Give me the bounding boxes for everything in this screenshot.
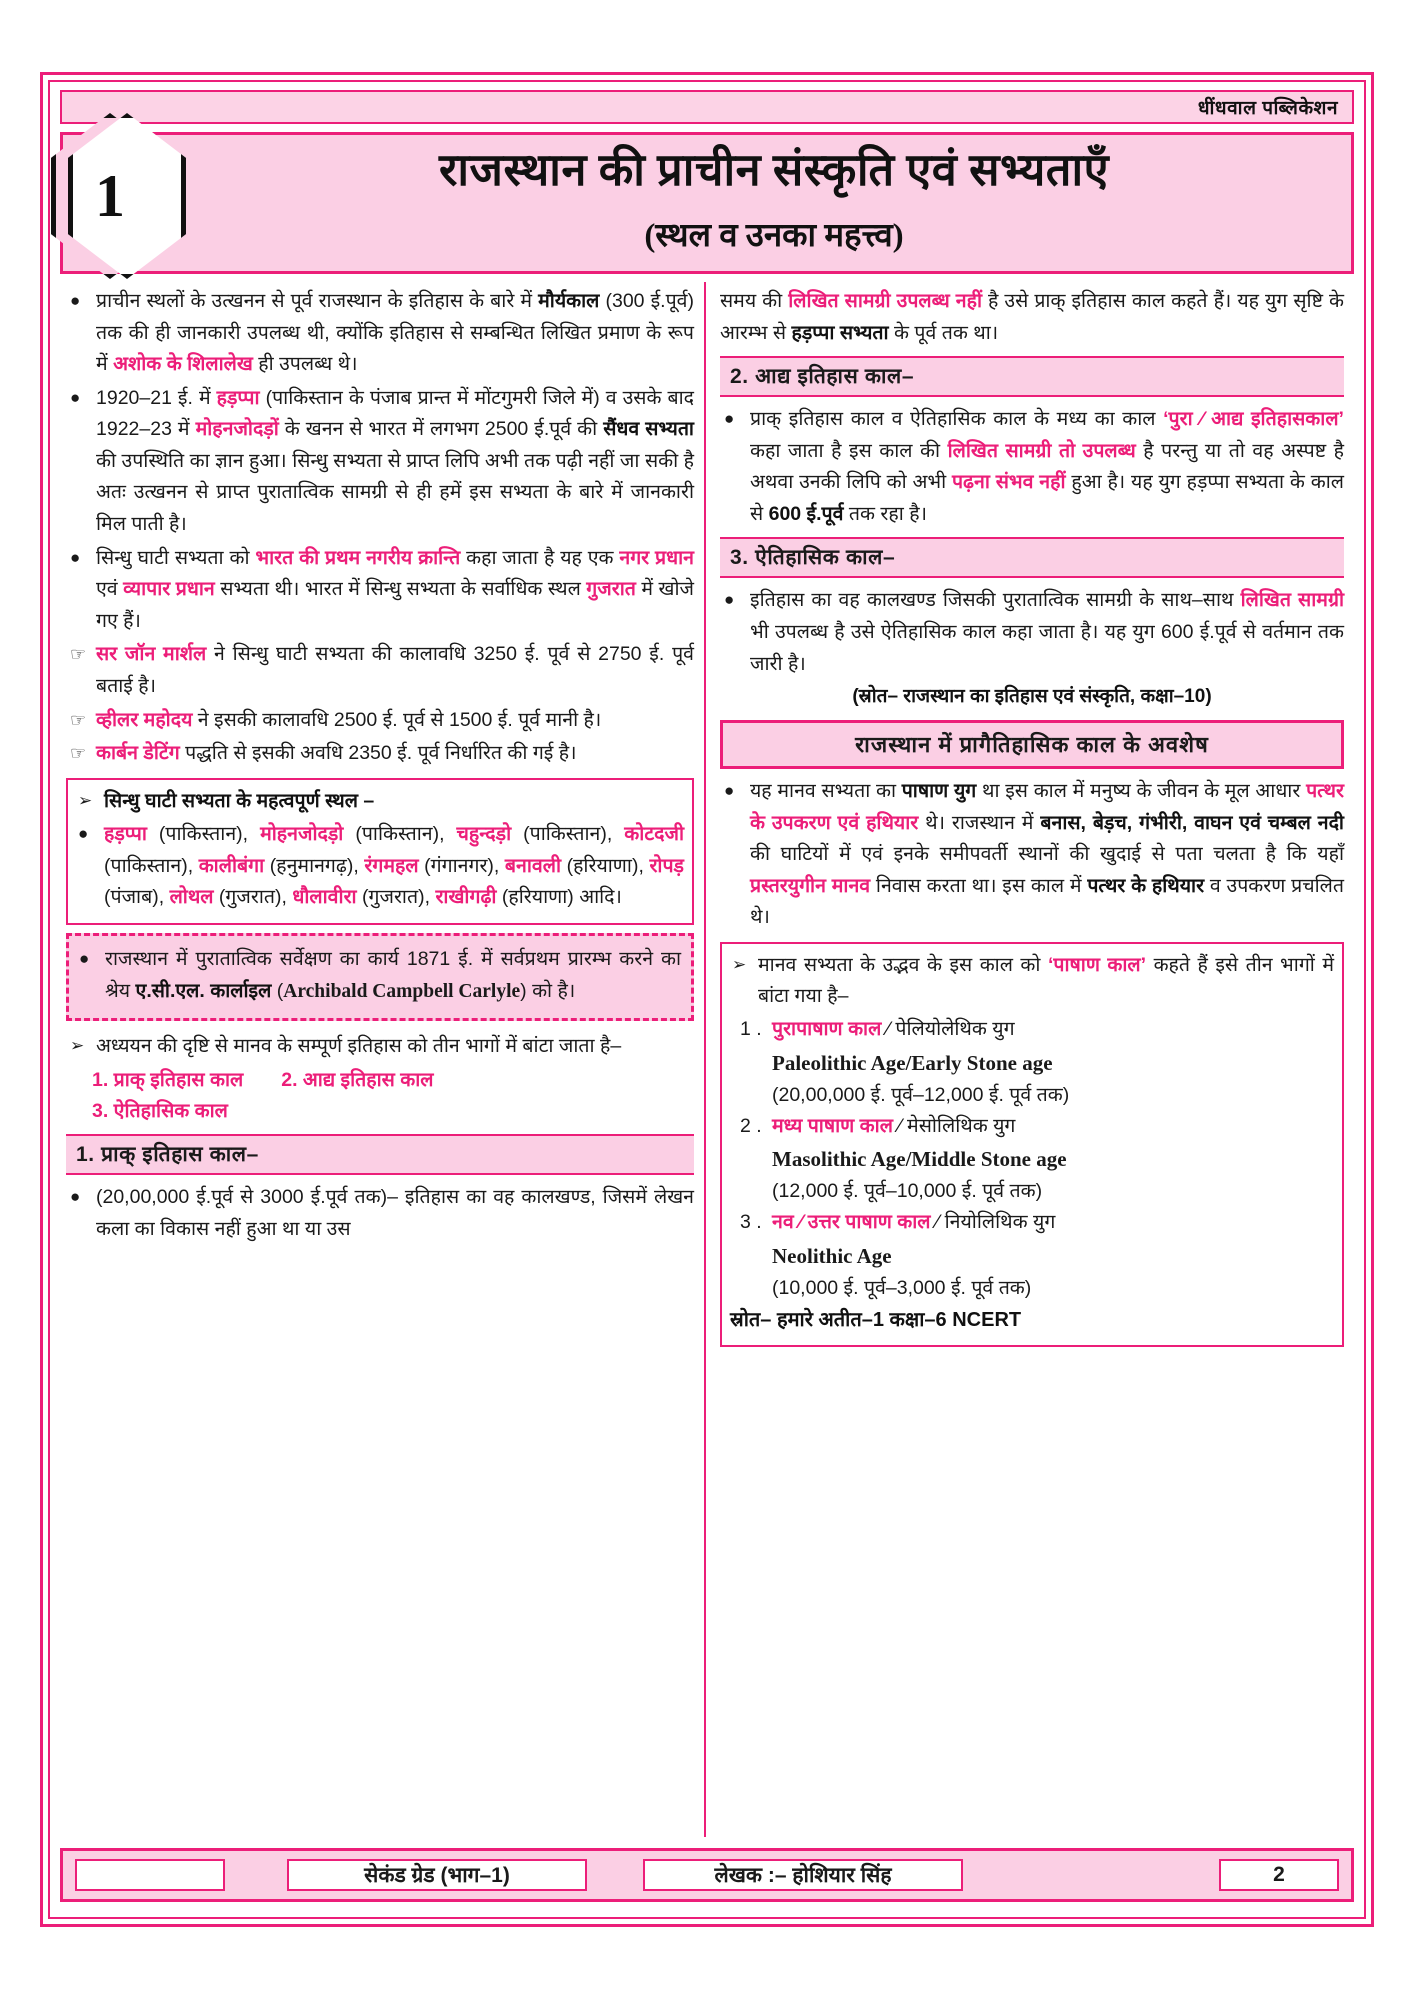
text-run-3: अशोक के शिलालेख bbox=[113, 353, 253, 376]
stone-age-item-hindi-highlight: नव ⁄ उत्तर पाषाण काल bbox=[772, 1211, 931, 1234]
footer-book-pill bbox=[287, 1859, 587, 1891]
stone-age-item-hindi-rest: ⁄ मेसोलिथिक युग bbox=[892, 1114, 1016, 1137]
stone-age-item-hindi-highlight: मध्य पाषाण काल bbox=[772, 1114, 893, 1137]
stone-age-item-hindi-highlight: पुरापाषाण काल bbox=[772, 1018, 882, 1041]
text-run-7: 600 ई.पूर्व bbox=[768, 502, 844, 525]
body-two-column-area bbox=[60, 282, 1354, 1837]
text-run-1: पद्धति से इसकी अवधि 2350 ई. पूर्व निर्धारित की गई है। bbox=[179, 742, 577, 765]
page-footer bbox=[60, 1848, 1354, 1902]
section-3-bullet-text bbox=[750, 585, 1344, 680]
text-run-2: कहते हैं इसे तीन भागों में बांटा गया है– bbox=[758, 953, 1334, 1008]
arrow-marker-icon: ➢ bbox=[78, 790, 93, 810]
text-run-5: बनास, बेड़च, गंभीरी, वाघन एवं चम्बल नदी bbox=[1040, 811, 1344, 834]
chapter-subtitle: (स्थल व उनका महत्त्व) bbox=[644, 218, 904, 254]
text-run-5: (पाकिस्तान), bbox=[511, 823, 625, 846]
text-run-1: पाषाण युग bbox=[901, 779, 977, 802]
footer-left-pill bbox=[75, 1859, 225, 1891]
text-run-0: समय की bbox=[720, 290, 789, 312]
left-bullet-row bbox=[66, 286, 694, 381]
three-parts-intro: अध्ययन की दृष्टि से मानव के सम्पूर्ण इतिहास को तीन भागों में बांटा जाता है– bbox=[96, 1035, 622, 1058]
left-bullet-text-3 bbox=[96, 639, 694, 702]
bullet-marker-icon: ● bbox=[70, 547, 81, 567]
text-run-8: कालीबंगा bbox=[198, 854, 265, 877]
text-run-1: लिखित सामग्री bbox=[1240, 589, 1344, 612]
three-parts-item-2: 2. आद्य इतिहास काल bbox=[281, 1068, 434, 1091]
text-run-19: (गुजरात), bbox=[356, 886, 436, 909]
stone-age-item-number-2: 3 . bbox=[740, 1211, 762, 1234]
pointing-hand-icon: ☞ bbox=[70, 709, 87, 730]
three-parts-item-3: 3. ऐतिहासिक काल bbox=[92, 1099, 228, 1122]
text-run-17: (गुजरात), bbox=[213, 886, 293, 909]
text-run-0: राजस्थान में पुरातात्विक सर्वेक्षण का कार्य 1871 ई. में सर्वप्रथम प्रारम्भ करने का श्रेय bbox=[105, 947, 681, 1002]
text-run-8: निवास करता था। इस काल में bbox=[870, 874, 1088, 897]
text-run-11: (गंगानगर), bbox=[418, 854, 505, 877]
section-2-bullet-text bbox=[750, 404, 1344, 530]
text-run-2: (300 ई.पूर्व) तक की ही जानकारी उपलब्ध थी, क्योंकि इतिहास से सम्बन्धित लिखित प्रमाण के रूप में bbox=[96, 290, 694, 376]
text-run-4: के पूर्व तक था। bbox=[888, 321, 999, 344]
bullet-marker-icon: ● bbox=[70, 1187, 81, 1207]
text-run-20: राखीगढ़ी bbox=[435, 886, 497, 909]
bullet-marker-icon: ● bbox=[70, 387, 81, 407]
text-run-4: ही उपलब्ध थे। bbox=[252, 353, 358, 376]
text-run-0: हड़प्पा bbox=[104, 823, 147, 846]
text-run-0: मानव सभ्यता के उद्भव के इस काल को bbox=[758, 953, 1048, 976]
text-run-18: धौलावीरा bbox=[292, 886, 357, 909]
carlyle-highlight-box bbox=[66, 933, 694, 1021]
section-3-heading: 3. ऐतिहासिक काल– bbox=[720, 537, 1344, 578]
stone-age-item-range-1: (12,000 ई. पूर्व–10,000 ई. पूर्व तक) bbox=[772, 1180, 1043, 1203]
left-bullet-text-5 bbox=[96, 738, 694, 770]
text-run-1: लिखित सामग्री उपलब्ध नहीं bbox=[788, 290, 982, 312]
text-run-4: ) को है। bbox=[520, 979, 576, 1002]
left-bullet-list bbox=[66, 286, 694, 770]
chapter-title: राजस्थान की प्राचीन संस्कृति एवं सभ्यताएँ bbox=[439, 145, 1109, 195]
stone-age-item-list bbox=[728, 1014, 1334, 1304]
publisher-name: धींधवाल पब्लिकेशन bbox=[1197, 98, 1338, 119]
stone-age-item-english-2: Neolithic Age bbox=[772, 1243, 892, 1268]
stone-age-intro-row bbox=[728, 950, 1334, 1013]
left-bullet-row bbox=[66, 383, 694, 541]
text-run-7: प्रस्तरयुगीन मानव bbox=[750, 874, 871, 897]
text-run-15: (पंजाब), bbox=[104, 886, 170, 909]
text-run-6: सभ्यता थी। भारत में सिन्धु सभ्यता के सर्वाधिक स्थल bbox=[214, 578, 587, 601]
pointing-hand-icon: ☞ bbox=[70, 644, 87, 665]
text-run-2: था इस काल में मनुष्य के जीवन के मूल आधार bbox=[976, 779, 1307, 802]
source-citation-2: स्रोत– हमारे अतीत–1 कक्षा–6 NCERT bbox=[730, 1308, 1022, 1331]
text-run-4: चहुन्दड़ो bbox=[456, 823, 512, 846]
bullet-marker-icon: ● bbox=[78, 824, 89, 844]
text-run-10: रंगमहल bbox=[364, 854, 419, 877]
three-parts-items-row2 bbox=[66, 1096, 694, 1127]
left-bullet-row bbox=[66, 543, 694, 638]
footer-author: लेखक :– होशियार सिंह bbox=[714, 1864, 892, 1887]
source-citation-1: (स्रोत– राजस्थान का इतिहास एवं संस्कृति, कक्षा–10) bbox=[852, 686, 1212, 708]
text-run-12: बनावली bbox=[504, 854, 562, 877]
stone-age-item-title-1 bbox=[772, 1111, 1334, 1143]
footer-author-pill bbox=[643, 1859, 963, 1891]
indus-sites-text bbox=[104, 819, 684, 914]
stone-age-box bbox=[720, 942, 1344, 1347]
text-run-6: की उपस्थिति का ज्ञान हुआ। सिन्धु सभ्यता से प्राप्त लिपि अभी तक पढ़ी नहीं जा सकी है अतः उत्खनन से प्राप्त पुरातात्विक सामग्री से ही हमें इस सभ्यता के बारे में जानकारी मिल पाती है। bbox=[96, 449, 694, 536]
prehistoric-remains-heading: राजस्थान में प्रागैतिहासिक काल के अवशेष bbox=[720, 720, 1344, 769]
pointing-hand-icon: ☞ bbox=[70, 743, 87, 764]
text-run-4: के खनन से भारत में लगभग 2500 ई.पूर्व की bbox=[278, 418, 604, 441]
text-run-0: प्राचीन स्थलों के उत्खनन से पूर्व राजस्थान के इतिहास के बारे में bbox=[96, 290, 539, 312]
stone-age-item-number-0: 1 . bbox=[740, 1018, 762, 1041]
stone-age-item-hindi-rest: ⁄ नियोलिथिक युग bbox=[930, 1211, 1056, 1234]
text-run-5: सैंधव सभ्यता bbox=[603, 418, 694, 441]
text-run-16: लोथल bbox=[169, 886, 214, 909]
stone-age-item-english-0: Paleolithic Age/Early Stone age bbox=[772, 1050, 1053, 1075]
bullet-marker-icon: ● bbox=[724, 590, 735, 610]
text-run-0: इतिहास का वह कालखण्ड जिसकी पुरातात्विक सामग्री के साथ–साथ bbox=[750, 589, 1241, 612]
stone-age-item-range-0: (20,00,000 ई. पूर्व–12,000 ई. पूर्व तक) bbox=[772, 1083, 1070, 1106]
text-run-3: मोहनजोदड़ों bbox=[195, 418, 279, 441]
text-run-0: व्हीलर महोदय bbox=[96, 708, 193, 731]
text-run-0: 1920–21 ई. में bbox=[96, 386, 217, 409]
text-run-1: ने इसकी कालावधि 2500 ई. पूर्व से 1500 ई. पूर्व मानी है। bbox=[192, 708, 602, 731]
stone-age-item-title-2 bbox=[772, 1207, 1334, 1239]
carlyle-row bbox=[75, 944, 681, 1007]
text-run-3: Archibald Campbell Carlyle bbox=[283, 980, 521, 1002]
text-run-3: (पाकिस्तान), bbox=[343, 823, 457, 846]
stone-age-item-range-2: (10,000 ई. पूर्व–3,000 ई. पूर्व तक) bbox=[772, 1276, 1032, 1299]
chapter-title-block bbox=[60, 132, 1354, 274]
text-run-2: कहा जाता है इस काल की bbox=[750, 439, 948, 462]
chapter-number: 1 bbox=[95, 162, 125, 229]
text-run-2: कहा जाता है यह एक bbox=[460, 546, 620, 569]
footer-book-title: सेकंड ग्रेड (भाग–1) bbox=[364, 1864, 510, 1887]
text-run-10: व उपकरण प्रचलित थे। bbox=[750, 874, 1344, 929]
bullet-marker-icon: ● bbox=[724, 780, 735, 800]
text-run-1: ने सिन्धु घाटी सभ्यता की कालावधि 3250 ई. पूर्व से 2750 ई. पूर्व बताई है। bbox=[96, 643, 694, 697]
text-run-3: लिखित सामग्री तो उपलब्ध bbox=[947, 439, 1136, 462]
indus-sites-heading-row bbox=[74, 786, 684, 818]
three-parts-items-row1 bbox=[66, 1065, 694, 1096]
section-3-bullet-row bbox=[720, 585, 1344, 680]
footer-page-pill bbox=[1219, 1859, 1339, 1891]
text-run-8: में खोजे गए हैं। bbox=[96, 578, 695, 632]
text-run-6: की घाटियों में एवं इनके समीपवर्ती स्थानों की खुदाई से पता चलता है कि यहाँ bbox=[750, 843, 1344, 866]
text-run-6: हुआ है। यह युग हड़प्पा सभ्यता के काल से bbox=[750, 471, 1344, 525]
stone-age-item-number-1: 2 . bbox=[740, 1114, 762, 1137]
text-run-3: हड़प्पा सभ्यता bbox=[791, 321, 889, 344]
indus-sites-row bbox=[74, 819, 684, 914]
carlyle-text bbox=[105, 944, 681, 1007]
bullet-marker-icon: ● bbox=[724, 409, 735, 429]
indus-sites-heading: सिन्धु घाटी सभ्यता के महत्वपूर्ण स्थल – bbox=[104, 789, 375, 812]
left-bullet-row bbox=[66, 705, 694, 737]
text-run-1: मौर्यकाल bbox=[538, 290, 600, 312]
prehistoric-bullet-row bbox=[720, 776, 1344, 934]
text-run-2: है उसे प्राक् इतिहास काल कहते हैं। यह युग सृष्टि के आरम्भ से bbox=[720, 290, 1344, 344]
text-run-6: कोटदजी bbox=[624, 823, 685, 846]
text-run-0: सर जॉन मार्शल bbox=[96, 643, 207, 666]
text-run-0: कार्बन डेटिंग bbox=[96, 742, 180, 765]
stone-age-item-row bbox=[728, 1207, 1334, 1239]
text-run-0: प्राक् इतिहास काल व ऐतिहासिक काल के मध्य का काल bbox=[750, 408, 1164, 431]
text-run-7: (पाकिस्तान), bbox=[104, 854, 199, 877]
text-run-7: गुजरात bbox=[586, 578, 636, 601]
stone-age-item-row bbox=[728, 1014, 1334, 1046]
text-run-4: है परन्तु या तो वह अस्पष्ट है अथवा उनकी लिपि को अभी bbox=[750, 439, 1344, 494]
stone-age-intro-text bbox=[758, 950, 1334, 1013]
text-run-0: सिन्धु घाटी सभ्यता को bbox=[96, 546, 256, 569]
bullet-marker-icon: ● bbox=[79, 948, 90, 968]
stone-age-item-hindi-rest: ⁄ पेलियोलेथिक युग bbox=[881, 1018, 1015, 1041]
section-2-heading: 2. आद्य इतिहास काल– bbox=[720, 356, 1344, 397]
text-run-2: मोहनजोदड़ो bbox=[260, 823, 344, 846]
three-parts-row bbox=[66, 1031, 694, 1063]
continuation-paragraph bbox=[720, 286, 1344, 349]
left-bullet-text-1 bbox=[96, 383, 694, 541]
stone-age-item-title-0 bbox=[772, 1014, 1334, 1046]
text-run-2: (पाकिस्तान के पंजाब प्रान्त में मोंटगुमरी जिले में) व उसके बाद 1922–23 में bbox=[96, 386, 694, 441]
bullet-marker-icon: ● bbox=[70, 291, 81, 310]
stone-age-item-row bbox=[728, 1111, 1334, 1143]
section-2-bullet-row bbox=[720, 404, 1344, 530]
text-run-2: भी उपलब्ध है उसे ऐतिहासिक काल कहा जाता है। यह युग 600 ई.पूर्व से वर्तमान तक जारी है। bbox=[750, 621, 1344, 675]
arrow-marker-icon: ➢ bbox=[70, 1036, 85, 1056]
chapter-number-hexagon bbox=[51, 113, 187, 279]
text-run-2: ( bbox=[271, 979, 284, 1002]
text-run-5: पढ़ना संभव नहीं bbox=[951, 471, 1066, 494]
left-column bbox=[60, 282, 706, 1837]
text-run-14: रोपड़ bbox=[649, 854, 684, 877]
left-bullet-row bbox=[66, 639, 694, 702]
text-run-1: ‘पाषाण काल’ bbox=[1047, 953, 1147, 976]
text-run-1: ‘पुरा ⁄ आद्य इतिहासकाल’ bbox=[1163, 408, 1344, 431]
text-run-3: पत्थर के उपकरण एवं हथियार bbox=[750, 779, 1344, 834]
text-run-1: (पाकिस्तान), bbox=[146, 823, 261, 846]
text-run-9: पत्थर के हथियार bbox=[1087, 874, 1205, 897]
text-run-4: एवं bbox=[96, 578, 124, 601]
text-run-3: नगर प्रधान bbox=[619, 546, 694, 569]
text-run-1: हड़प्पा bbox=[216, 386, 260, 409]
left-bullet-text-4 bbox=[96, 705, 694, 737]
text-run-4: थे। राजस्थान में bbox=[918, 811, 1041, 834]
text-run-0: यह मानव सभ्यता का bbox=[750, 779, 902, 802]
text-run-1: भारत की प्रथम नगरीय क्रान्ति bbox=[255, 546, 461, 569]
three-parts-item-1: 1. प्राक् इतिहास काल bbox=[92, 1068, 244, 1091]
left-bullet-row bbox=[66, 738, 694, 770]
text-run-13: (हरियाणा), bbox=[561, 854, 650, 877]
arrow-marker-icon: ➢ bbox=[732, 954, 747, 974]
section-1-heading: 1. प्राक् इतिहास काल– bbox=[66, 1134, 694, 1175]
text-run-5: व्यापार प्रधान bbox=[123, 578, 215, 601]
left-bullet-text-0 bbox=[96, 286, 694, 381]
publisher-header-band bbox=[60, 90, 1354, 124]
section-1-bullet-text: (20,00,000 ई.पूर्व से 3000 ई.पूर्व तक)– इतिहास का वह कालखण्ड, जिसमें लेखन कला का विकास नहीं हुआ था या उस bbox=[96, 1186, 694, 1240]
left-bullet-text-2 bbox=[96, 543, 694, 638]
text-run-9: (हनुमानगढ़), bbox=[264, 854, 365, 877]
text-run-21: (हरियाणा) आदि। bbox=[496, 886, 622, 909]
text-run-8: तक रहा है। bbox=[843, 502, 927, 525]
page-number: 2 bbox=[1273, 1863, 1285, 1886]
indus-sites-box bbox=[66, 778, 694, 925]
right-column bbox=[706, 282, 1354, 1837]
prehistoric-bullet-text bbox=[750, 776, 1344, 934]
text-run-1: ए.सी.एल. कार्लाइल bbox=[135, 979, 272, 1002]
stone-age-item-english-1: Masolithic Age/Middle Stone age bbox=[772, 1147, 1067, 1172]
section-1-bullet-row bbox=[66, 1182, 694, 1245]
